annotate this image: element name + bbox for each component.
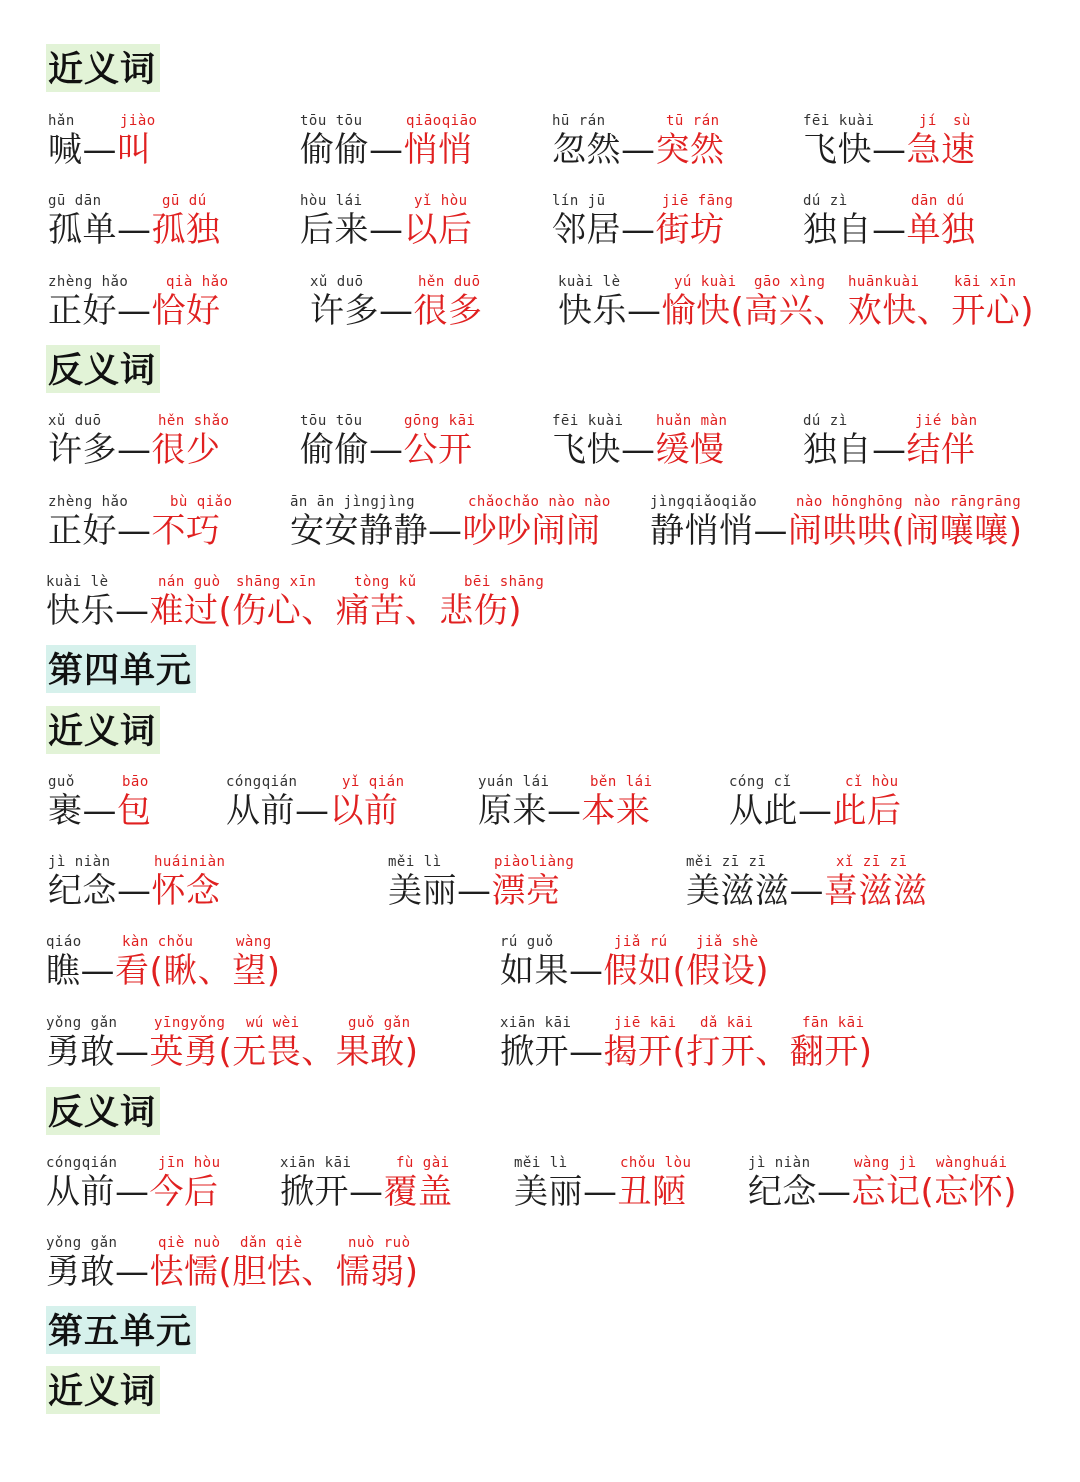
hanzi-line	[300, 430, 473, 470]
hanzi-line	[729, 791, 902, 831]
pinyin-answer: nán guò	[158, 574, 221, 590]
pinyin-answer: wú wèi	[246, 1015, 300, 1031]
pinyin-base: xǔ duō	[48, 413, 102, 429]
hanzi-answer: 急速	[906, 130, 976, 170]
hanzi-answer: 恰好	[151, 291, 221, 331]
pinyin-base: kuài lè	[558, 274, 621, 290]
pinyin-base: jì niàn	[748, 1155, 811, 1171]
pinyin-answer: huǎn màn	[656, 413, 728, 429]
pinyin-answer: chǒu lòu	[620, 1155, 692, 1171]
pinyin-answer: dān dú	[911, 193, 965, 209]
hanzi-word: 美丽—	[514, 1172, 618, 1212]
hanzi-answer: 很多	[413, 291, 483, 331]
pinyin-base: lín jū	[552, 193, 606, 209]
pinyin-answer: bù qiǎo	[170, 494, 233, 510]
hanzi-word: 裹—	[48, 791, 117, 831]
pinyin-base: yǒng gǎn	[46, 1235, 118, 1251]
hanzi-line	[48, 130, 152, 170]
hanzi-answer: 包	[117, 791, 152, 831]
hanzi-line	[552, 130, 725, 170]
hanzi-line	[552, 430, 725, 470]
hanzi-word: 从前—	[226, 791, 330, 831]
hanzi-answer: 不巧	[151, 511, 221, 551]
pinyin-answer: huáiniàn	[154, 854, 226, 870]
pinyin-answer: jiǎ rú	[614, 934, 668, 950]
hanzi-word: 忽然—	[552, 130, 656, 170]
pinyin-answer: bāo	[122, 774, 149, 790]
hanzi-line	[48, 871, 221, 911]
hanzi-line	[46, 951, 281, 991]
pinyin-answer: yǐ hòu	[414, 193, 468, 209]
hanzi-word: 美滋滋—	[686, 871, 824, 911]
pinyin-answer: kàn chǒu	[122, 934, 194, 950]
pinyin-answer: běn lái	[590, 774, 653, 790]
hanzi-word: 孤单—	[48, 210, 152, 250]
hanzi-word: 美丽—	[388, 871, 492, 911]
hanzi-answer: 怯懦(胆怯、懦弱)	[149, 1252, 419, 1292]
section-heading: 近义词	[46, 1366, 160, 1414]
hanzi-line	[48, 791, 152, 831]
hanzi-word: 快乐—	[558, 291, 662, 331]
pinyin-answer: huānkuài	[848, 274, 920, 290]
hanzi-word: 独自—	[803, 210, 907, 250]
pinyin-answer: sù	[953, 113, 971, 129]
hanzi-answer: 以后	[403, 210, 473, 250]
pinyin-base: zhèng hǎo	[48, 274, 129, 290]
pinyin-base: xiān kāi	[280, 1155, 352, 1171]
pinyin-answer: qià hǎo	[166, 274, 229, 290]
pinyin-base: měi lì	[388, 854, 442, 870]
hanzi-word: 正好—	[48, 511, 152, 551]
hanzi-answer: 突然	[655, 130, 725, 170]
hanzi-answer: 很少	[151, 430, 221, 470]
hanzi-word: 从此—	[729, 791, 833, 831]
hanzi-word: 飞快—	[552, 430, 656, 470]
hanzi-word: 邻居—	[552, 210, 656, 250]
hanzi-answer: 假如(假设)	[603, 951, 770, 991]
hanzi-line	[514, 1172, 687, 1212]
hanzi-answer: 英勇(无畏、果敢)	[149, 1032, 419, 1072]
hanzi-line	[48, 210, 221, 250]
pinyin-base: gū dān	[48, 193, 102, 209]
hanzi-answer: 今后	[149, 1172, 219, 1212]
hanzi-line	[748, 1172, 1017, 1212]
pinyin-answer: fān kāi	[802, 1015, 865, 1031]
hanzi-line	[226, 791, 399, 831]
hanzi-line	[686, 871, 928, 911]
hanzi-word: 独自—	[803, 430, 907, 470]
hanzi-word: 纪念—	[48, 871, 152, 911]
pinyin-answer: chǎochǎo nào nào	[468, 494, 611, 510]
hanzi-line	[803, 210, 976, 250]
hanzi-word: 原来—	[478, 791, 582, 831]
hanzi-answer: 吵吵闹闹	[462, 511, 601, 551]
pinyin-answer: yǐ qián	[342, 774, 405, 790]
pinyin-base: yuán lái	[478, 774, 550, 790]
pinyin-base: měi zī zī	[686, 854, 767, 870]
hanzi-answer: 此后	[832, 791, 902, 831]
hanzi-answer: 喜滋滋	[824, 871, 928, 911]
pinyin-answer: gōng kāi	[404, 413, 476, 429]
hanzi-word: 喊—	[48, 130, 117, 170]
pinyin-answer: nào hōnghōng	[796, 494, 904, 510]
pinyin-answer: jiē kāi	[614, 1015, 677, 1031]
hanzi-line	[48, 511, 221, 551]
hanzi-line	[48, 291, 221, 331]
hanzi-line	[280, 1172, 453, 1212]
pinyin-answer: jiào	[120, 113, 156, 129]
pinyin-base: cóngqián	[226, 774, 298, 790]
hanzi-answer: 漂亮	[491, 871, 561, 911]
hanzi-word: 安安静静—	[290, 511, 463, 551]
pinyin-answer: nào rāngrāng	[914, 494, 1022, 510]
pinyin-answer: guǒ gǎn	[348, 1015, 411, 1031]
hanzi-word: 掀开—	[500, 1032, 604, 1072]
pinyin-base: ān ān jìngjìng	[290, 494, 416, 510]
pinyin-answer: hěn duō	[418, 274, 481, 290]
hanzi-answer: 单独	[906, 210, 976, 250]
pinyin-base: guǒ	[48, 774, 75, 790]
hanzi-line	[290, 511, 601, 551]
pinyin-answer: yú kuài	[674, 274, 737, 290]
pinyin-base: xǔ duō	[310, 274, 364, 290]
hanzi-line	[500, 1032, 873, 1072]
pinyin-base: xiān kāi	[500, 1015, 572, 1031]
pinyin-base: cóngqián	[46, 1155, 118, 1171]
hanzi-answer: 结伴	[906, 430, 976, 470]
hanzi-word: 正好—	[48, 291, 152, 331]
pinyin-answer: jīn hòu	[158, 1155, 221, 1171]
hanzi-line	[388, 871, 561, 911]
pinyin-answer: wànghuái	[936, 1155, 1008, 1171]
pinyin-answer: cǐ hòu	[845, 774, 899, 790]
section-heading: 第五单元	[46, 1306, 196, 1354]
pinyin-answer: jié bàn	[915, 413, 978, 429]
pinyin-answer: jiǎ shè	[696, 934, 759, 950]
pinyin-base: zhèng hǎo	[48, 494, 129, 510]
pinyin-base: qiáo	[46, 934, 82, 950]
pinyin-answer: tòng kǔ	[354, 574, 417, 590]
pinyin-answer: wàng	[236, 934, 272, 950]
hanzi-word: 瞧—	[46, 951, 115, 991]
hanzi-answer: 看(瞅、望)	[115, 951, 281, 991]
pinyin-answer: jiē fāng	[662, 193, 734, 209]
hanzi-line	[46, 1032, 419, 1072]
hanzi-answer: 怀念	[151, 871, 221, 911]
hanzi-line	[500, 951, 769, 991]
hanzi-line	[310, 291, 483, 331]
hanzi-answer: 缓慢	[655, 430, 725, 470]
hanzi-line	[552, 210, 725, 250]
hanzi-word: 偷偷—	[300, 430, 404, 470]
hanzi-word: 掀开—	[280, 1172, 384, 1212]
pinyin-answer: xǐ zī zī	[836, 854, 908, 870]
hanzi-answer: 叫	[117, 130, 152, 170]
hanzi-line	[46, 591, 522, 631]
pinyin-answer: shāng xīn	[236, 574, 317, 590]
pinyin-answer: yīngyǒng	[154, 1015, 226, 1031]
pinyin-base: dú zì	[803, 413, 848, 429]
pinyin-answer: kāi xīn	[954, 274, 1017, 290]
pinyin-base: měi lì	[514, 1155, 568, 1171]
hanzi-answer: 悄悄	[403, 130, 473, 170]
hanzi-line	[803, 430, 976, 470]
pinyin-base: dú zì	[803, 193, 848, 209]
hanzi-word: 许多—	[310, 291, 414, 331]
hanzi-word: 如果—	[500, 951, 604, 991]
hanzi-word: 偷偷—	[300, 130, 404, 170]
hanzi-word: 从前—	[46, 1172, 150, 1212]
hanzi-answer: 难过(伤心、痛苦、悲伤)	[149, 591, 523, 631]
pinyin-answer: hěn shǎo	[158, 413, 230, 429]
pinyin-answer: piàoliàng	[494, 854, 575, 870]
section-heading: 第四单元	[46, 645, 196, 693]
hanzi-answer: 以前	[329, 791, 399, 831]
pinyin-base: jìngqiǎoqiǎo	[650, 494, 758, 510]
pinyin-base: hòu lái	[300, 193, 363, 209]
hanzi-word: 勇敢—	[46, 1032, 150, 1072]
hanzi-word: 快乐—	[46, 591, 150, 631]
hanzi-line	[46, 1172, 219, 1212]
hanzi-line	[48, 430, 221, 470]
hanzi-word: 静悄悄—	[650, 511, 788, 551]
pinyin-base: hǎn	[48, 113, 75, 129]
hanzi-line	[46, 1252, 419, 1292]
hanzi-line	[300, 210, 473, 250]
section-heading: 反义词	[46, 1087, 160, 1135]
pinyin-base: kuài lè	[46, 574, 109, 590]
hanzi-answer: 本来	[581, 791, 651, 831]
pinyin-answer: dǎn qiè	[240, 1235, 303, 1251]
hanzi-word: 后来—	[300, 210, 404, 250]
pinyin-answer: gāo xìng	[754, 274, 826, 290]
pinyin-base: hū rán	[552, 113, 606, 129]
pinyin-answer: tū rán	[666, 113, 720, 129]
hanzi-answer: 忘记(忘怀)	[851, 1172, 1018, 1212]
hanzi-answer: 丑陋	[617, 1172, 687, 1212]
pinyin-answer: qiāoqiāo	[406, 113, 478, 129]
hanzi-answer: 公开	[403, 430, 473, 470]
hanzi-answer: 孤独	[151, 210, 221, 250]
pinyin-base: yǒng gǎn	[46, 1015, 118, 1031]
pinyin-answer: wàng jì	[854, 1155, 917, 1171]
pinyin-answer: fù gài	[396, 1155, 450, 1171]
hanzi-answer: 愉快(高兴、欢快、开心)	[661, 291, 1035, 331]
section-heading: 近义词	[46, 44, 160, 92]
pinyin-base: jì niàn	[48, 854, 111, 870]
pinyin-base: tōu tōu	[300, 113, 363, 129]
hanzi-line	[478, 791, 651, 831]
pinyin-answer: qiè nuò	[158, 1235, 221, 1251]
hanzi-word: 飞快—	[803, 130, 907, 170]
section-heading: 反义词	[46, 345, 160, 393]
pinyin-answer: jí	[919, 113, 937, 129]
hanzi-answer: 闹哄哄(闹嚷嚷)	[788, 511, 1023, 551]
hanzi-word: 许多—	[48, 430, 152, 470]
hanzi-answer: 覆盖	[383, 1172, 453, 1212]
hanzi-line	[300, 130, 473, 170]
hanzi-line	[650, 511, 1023, 551]
pinyin-base: cóng cǐ	[729, 774, 792, 790]
hanzi-word: 纪念—	[748, 1172, 852, 1212]
section-heading: 近义词	[46, 706, 160, 754]
hanzi-line	[558, 291, 1034, 331]
pinyin-base: fēi kuài	[803, 113, 875, 129]
pinyin-base: fēi kuài	[552, 413, 624, 429]
pinyin-answer: bēi shāng	[464, 574, 545, 590]
pinyin-base: rú guǒ	[500, 934, 554, 950]
hanzi-line	[803, 130, 976, 170]
pinyin-answer: nuò ruò	[348, 1235, 411, 1251]
pinyin-answer: dǎ kāi	[700, 1015, 754, 1031]
pinyin-answer: gū dú	[162, 193, 207, 209]
hanzi-answer: 街坊	[655, 210, 725, 250]
pinyin-base: tōu tōu	[300, 413, 363, 429]
hanzi-answer: 揭开(打开、翻开)	[603, 1032, 873, 1072]
hanzi-word: 勇敢—	[46, 1252, 150, 1292]
